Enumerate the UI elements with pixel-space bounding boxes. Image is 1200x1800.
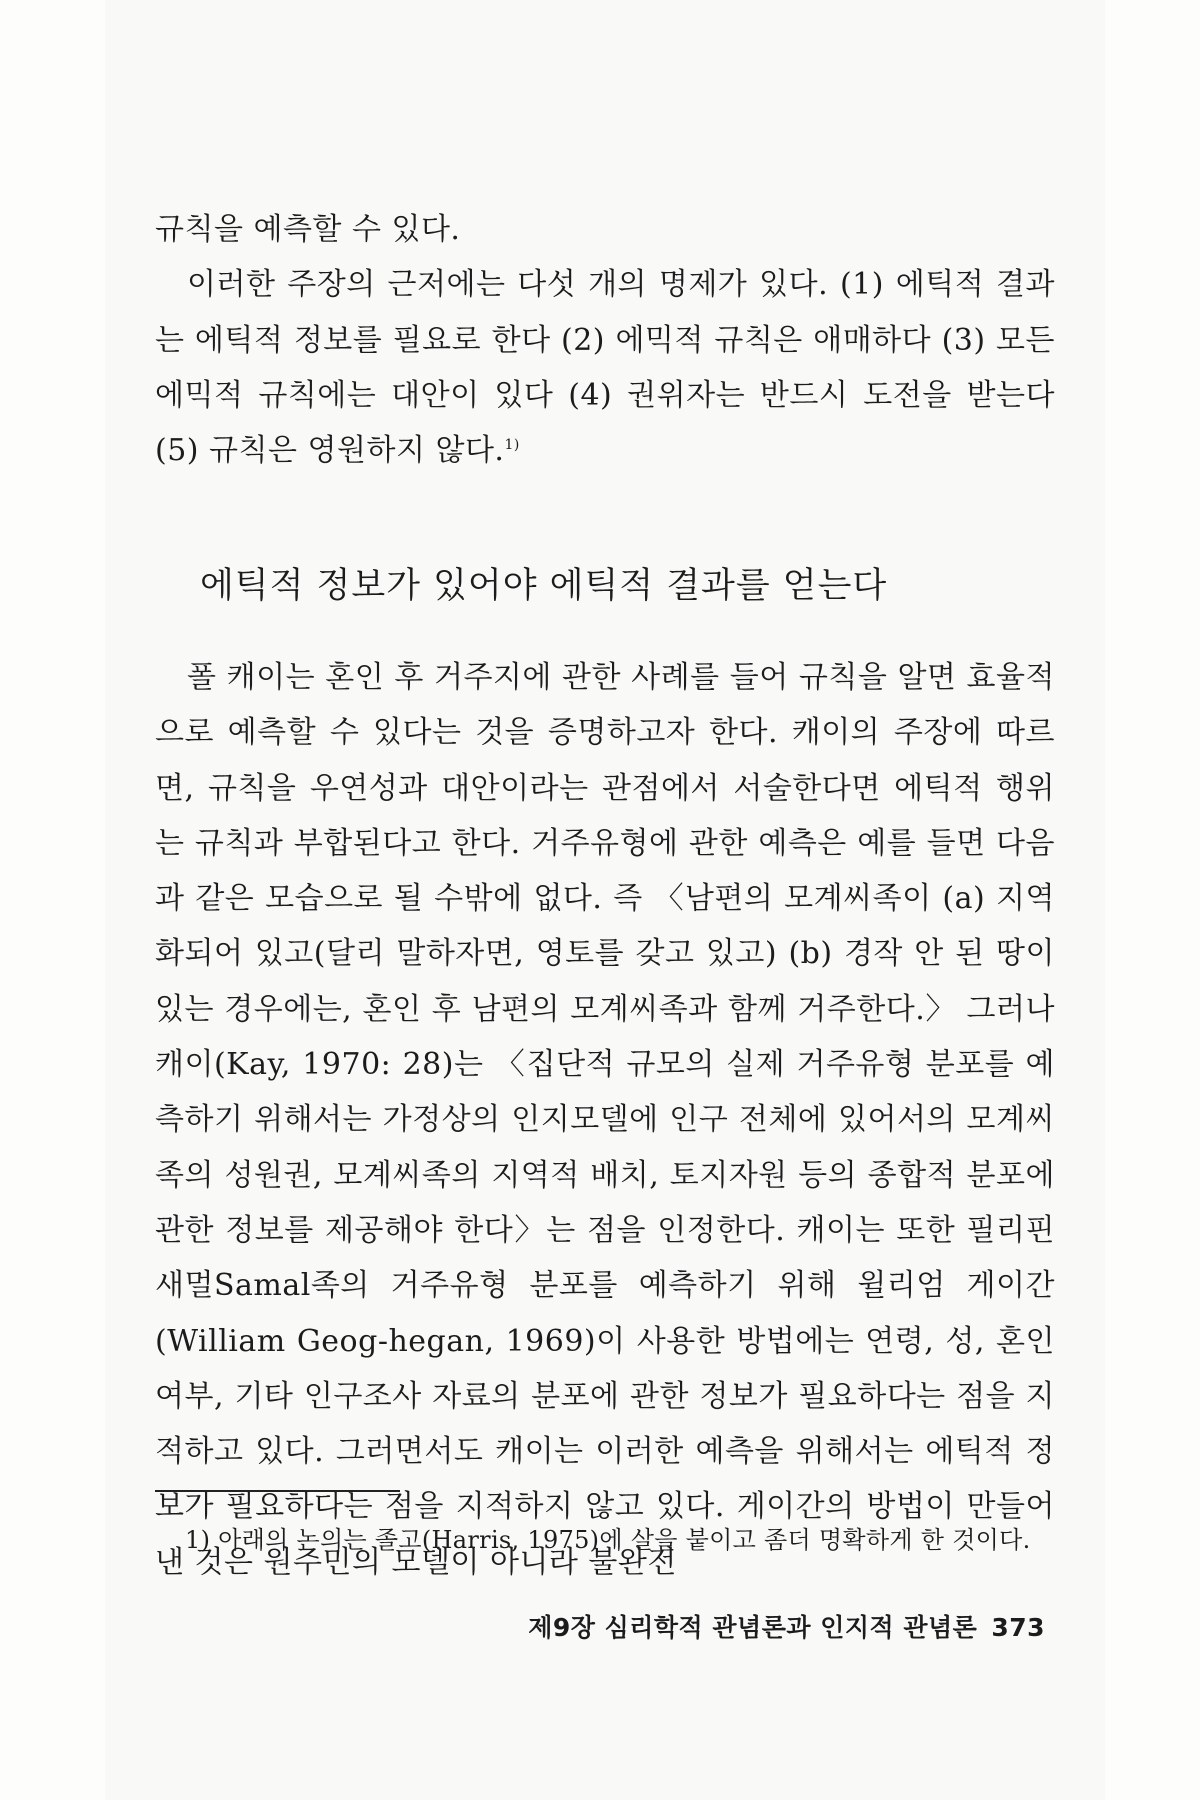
- page-number: 373: [991, 1613, 1045, 1642]
- running-footer: [528, 1608, 1045, 1644]
- chapter-title: 제9장 심리학적 관념론과 인지적 관념론: [528, 1613, 978, 1642]
- paragraph-kay: 폴 캐이는 혼인 후 거주지에 관한 사례를 들어 규칙을 알면 효율적으로 예측할 수 있다는 것을 증명하고자 한다. 캐이의 주장에 따르면, 규칙을 우연성과 대안이라는 관점에서 서술한다면 에틱적 행위는 규칙과 부합된다고 한다. 거주유형에 관한 예측은 예를 들면 다음과 같은 모습으로 될 수밖에 없다. 즉 〈남편의 모계씨족이 (a) 지역화되어 있고(달리 말하자면, 영토를 갖고 있고) (b) 경작 안 된 땅이 있는 경우에는, 혼인 후 남편의 모계씨족과 함께 거주한다.〉 그러나 캐이(Kay, 1970: 28)는 〈집단적 규모의 실제 거주유형 분포를 예측하기 위해서는 가정상의 인지모델에 인구 전체에 있어서의 모계씨족의 성원권, 모계씨족의 지역적 배치, 토지자원 등의 종합적 분포에 관한 정보를 제공해야 한다〉는 점을 인정한다. 캐이는 또한 필리핀 새멀Samal족의 거주유형 분포를 예측하기 위해 윌리엄 게이간(William Geog-hegan, 1969)이 사용한 방법에는 연령, 성, 혼인여부, 기타 인구조사 자료의 분포에 관한 정보가 필요하다는 점을 지적하고 있다. 그러면서도 캐이는 이러한 예측을 위해서는 에틱적 정보가 필요하다는 점을 지적하지 않고 있다. 게이간의 방법이 만들어 낸 것은 원주민의 모델이 아니라 불완전: [155, 660, 1055, 1580]
- footnote: 1) 아래의 논의는 졸고(Harris, 1975)에 살을 붙이고 좀더 명확하게 한 것이다.: [185, 1526, 1031, 1554]
- footnote-divider: [155, 1490, 400, 1492]
- footnote-reference: 1): [504, 437, 520, 454]
- paragraph-propositions: [155, 257, 1055, 478]
- section-heading: 에틱적 정보가 있어야 에틱적 결과를 얻는다: [200, 566, 888, 606]
- propositions-text: 이러한 주장의 근저에는 다섯 개의 명제가 있다. (1) 에틱적 결과는 에틱적 정보를 필요로 한다 (2) 에믹적 규칙은 애매하다 (3) 모든 에믹적 규칙에는 대안이 있다 (4) 권위자는 반드시 도전을 받는다 (5) 규칙은 영원하지 않다.: [155, 267, 1055, 469]
- paragraph-continuation: 규칙을 예측할 수 있다.: [155, 212, 461, 247]
- section-body: [155, 650, 1055, 1590]
- opening-text-block: [155, 202, 1055, 478]
